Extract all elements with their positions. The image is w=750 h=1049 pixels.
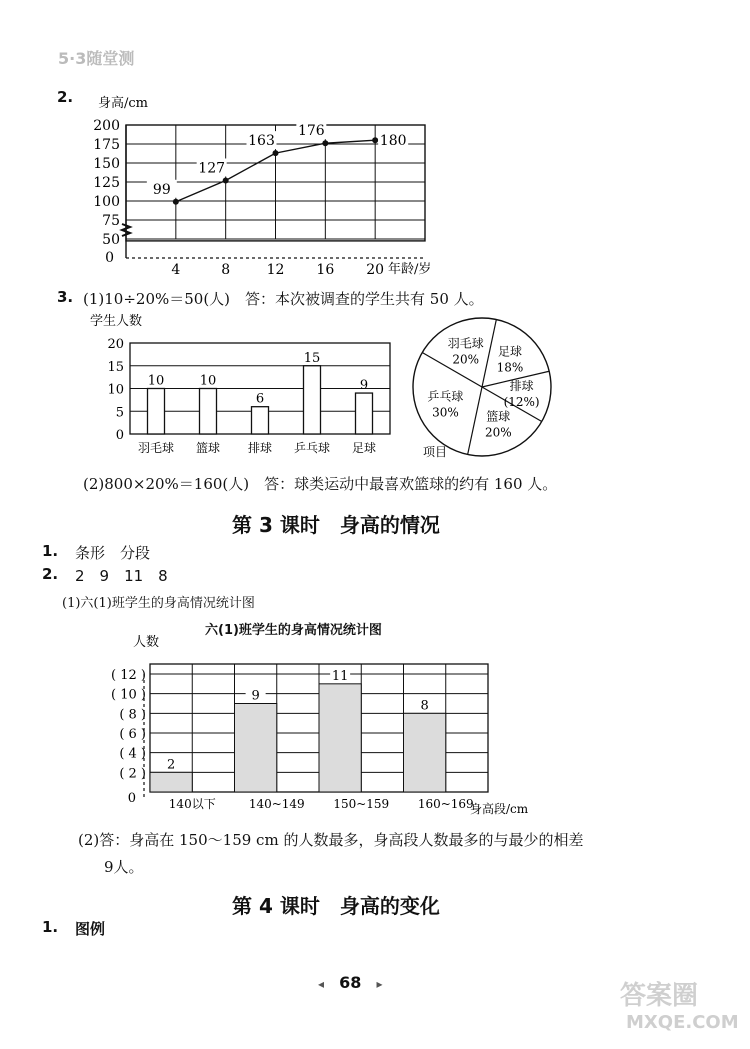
line-chart-data-label: 163 bbox=[248, 133, 275, 150]
hist-chart-ytick: ( 2 ) bbox=[119, 766, 146, 782]
line-chart-point bbox=[273, 150, 279, 156]
lesson3-q2-text: 2 9 11 8 bbox=[75, 567, 168, 585]
pie-slice-name: 乒乓球 bbox=[427, 389, 464, 404]
page-footer bbox=[318, 973, 383, 992]
bar-chart-marks bbox=[138, 351, 376, 455]
hist-chart-ylabel: 人数 bbox=[133, 635, 160, 650]
pie-slice-name: 足球 bbox=[497, 344, 523, 359]
footer-right-mark: ▸ bbox=[376, 977, 383, 991]
hist-chart-ytick: ( 12 ) bbox=[111, 668, 146, 683]
bar-chart-ytick: 0 bbox=[115, 428, 124, 443]
line-chart-xtick: 4 bbox=[171, 262, 181, 278]
q3-pie-chart bbox=[402, 312, 562, 462]
line-chart-data-label: 180 bbox=[379, 133, 407, 150]
header-logo bbox=[58, 46, 134, 69]
bar-chart-ytick: 20 bbox=[107, 337, 124, 352]
line-chart-point bbox=[173, 199, 179, 205]
line-chart-point bbox=[223, 177, 229, 183]
line-chart-ytick: 175 bbox=[93, 137, 120, 153]
hist-chart-title: 六(1)班学生的身高情况统计图 bbox=[205, 623, 382, 638]
hist-chart-ytick: ( 6 ) bbox=[119, 727, 146, 742]
pie-slice-label: (12%) bbox=[503, 394, 540, 409]
line-chart-ylabel: 身高/cm bbox=[98, 96, 148, 111]
hist-chart-ytick: ( 4 ) bbox=[119, 746, 146, 762]
pie-chart-marks bbox=[413, 318, 551, 456]
bar-chart-bar bbox=[356, 393, 373, 434]
line-chart-point bbox=[372, 137, 378, 143]
watermark-line1: 答案圈 bbox=[620, 981, 699, 1011]
hist-chart-xlabel: 身高段/cm bbox=[470, 802, 529, 816]
page-number: 68 bbox=[339, 973, 362, 992]
hist-chart-bar bbox=[404, 713, 446, 792]
line-chart-point bbox=[322, 140, 328, 146]
bar-chart-data-label: 6 bbox=[255, 391, 265, 407]
pie-slice-label: 30% bbox=[432, 405, 459, 420]
pie-slice-name: 排球 bbox=[509, 378, 534, 393]
hist-chart-ytick: ( 8 ) bbox=[119, 707, 146, 723]
hist-chart-category-label: 160~169 bbox=[417, 797, 474, 811]
hist-chart-category-label: 140~149 bbox=[248, 797, 305, 811]
hist-chart-ytick: ( 10 ) bbox=[111, 687, 146, 703]
line-chart-xtick: 16 bbox=[316, 262, 335, 278]
pie-slice-name: 篮球 bbox=[486, 409, 511, 424]
line-chart-ytick: 75 bbox=[102, 213, 120, 229]
pie-slice-label: 20% bbox=[484, 425, 512, 440]
q3-part2: (2)800×20%＝160(人) 答：球类运动中最喜欢篮球的约有 160 人。 bbox=[83, 475, 558, 493]
line-chart-xtick: 12 bbox=[266, 262, 285, 278]
hist-chart-data-label: 8 bbox=[420, 698, 429, 714]
lesson3-q2-part2-line2: 9人。 bbox=[104, 858, 144, 876]
pie-slice-label: 20% bbox=[452, 352, 480, 367]
lesson3-title: 第 3 课时 身高的情况 bbox=[232, 513, 440, 537]
bar-chart-data-label: 15 bbox=[303, 350, 321, 366]
hist-chart-category-label: 140以下 bbox=[168, 797, 216, 811]
line-chart-ytick: 50 bbox=[102, 232, 120, 248]
logo-text: 5·3随堂测 bbox=[58, 49, 135, 68]
bar-chart-category-label: 排球 bbox=[247, 441, 273, 455]
lesson4-title: 第 4 课时 身高的变化 bbox=[232, 894, 440, 918]
bar-chart-bar bbox=[148, 389, 165, 435]
bar-chart-ytick: 5 bbox=[115, 405, 124, 421]
line-chart-xlabel: 年龄/岁 bbox=[388, 262, 432, 277]
line-chart-data-label: 127 bbox=[198, 160, 226, 177]
lesson3-q1-text: 条形 分段 bbox=[75, 544, 151, 562]
bar-chart-bar bbox=[252, 407, 269, 434]
hist-chart-data-label: 2 bbox=[166, 757, 176, 773]
bar-chart-data-label: 9 bbox=[359, 378, 369, 394]
hist-chart-bar bbox=[319, 684, 361, 792]
line-chart-xtick: 8 bbox=[221, 262, 231, 278]
bar-chart-data-label: 10 bbox=[199, 373, 217, 389]
bar-chart-category-label: 乒乓球 bbox=[293, 441, 331, 455]
bar-chart-category-label: 篮球 bbox=[195, 441, 221, 455]
line-chart-ytick: 200 bbox=[93, 118, 120, 134]
bar-chart-xlabel: 项目 bbox=[423, 445, 448, 459]
lesson3-bar-chart bbox=[95, 632, 555, 817]
bar-chart-ytick: 15 bbox=[107, 359, 124, 375]
bar-chart-bar bbox=[304, 366, 321, 434]
line-chart-ytick: 150 bbox=[93, 156, 120, 172]
bar-chart-ylabel: 学生人数 bbox=[90, 314, 143, 329]
lesson4-q1-text: 图例 bbox=[75, 920, 106, 938]
pie-slice-label: 18% bbox=[496, 360, 524, 375]
line-chart-ytick: 125 bbox=[93, 175, 120, 191]
bar-chart-data-label: 10 bbox=[147, 373, 165, 389]
lesson3-q2-part1: (1)六(1)班学生的身高情况统计图 bbox=[62, 596, 255, 611]
line-chart-ytick: 0 bbox=[105, 250, 114, 266]
line-chart-data-label: 176 bbox=[297, 123, 325, 140]
hist-chart-bar bbox=[150, 772, 192, 792]
q3-part1: (1)10÷20%＝50(人) 答：本次被调查的学生共有 50 人。 bbox=[83, 290, 484, 308]
hist-chart-bar bbox=[235, 704, 277, 793]
bar-chart-bar bbox=[200, 389, 217, 435]
bar-chart-category-label: 羽毛球 bbox=[137, 441, 175, 455]
lesson3-q1-number: 1. bbox=[42, 542, 59, 560]
hist-chart-data-label: 11 bbox=[331, 668, 349, 684]
line-chart-data-label: 99 bbox=[152, 181, 171, 198]
line-chart-ytick: 100 bbox=[93, 194, 120, 210]
lesson3-q2-number: 2. bbox=[42, 565, 59, 583]
line-chart-xtick: 20 bbox=[366, 262, 385, 278]
q3-number: 3. bbox=[57, 288, 74, 306]
pie-slice-name: 羽毛球 bbox=[447, 336, 484, 351]
bar-chart-ytick: 10 bbox=[107, 382, 124, 398]
bar-chart-category-label: 足球 bbox=[351, 441, 377, 455]
lesson4-q1-number: 1. bbox=[42, 918, 59, 936]
hist-chart-category-label: 150~159 bbox=[333, 797, 390, 811]
hist-chart-ytick: 0 bbox=[127, 791, 136, 806]
hist-chart-data-label: 9 bbox=[251, 688, 260, 704]
footer-left-mark: ◂ bbox=[318, 977, 325, 991]
q2-number: 2. bbox=[57, 88, 74, 106]
q2-line-chart bbox=[90, 92, 470, 282]
lesson3-q2-part2-line1: (2)答：身高在 150～159 cm 的人数最多，身高段人数最多的与最少的相差 bbox=[78, 831, 584, 849]
watermark-line2: MXQE.COM bbox=[626, 1012, 739, 1033]
hist-chart-marks bbox=[150, 668, 474, 811]
